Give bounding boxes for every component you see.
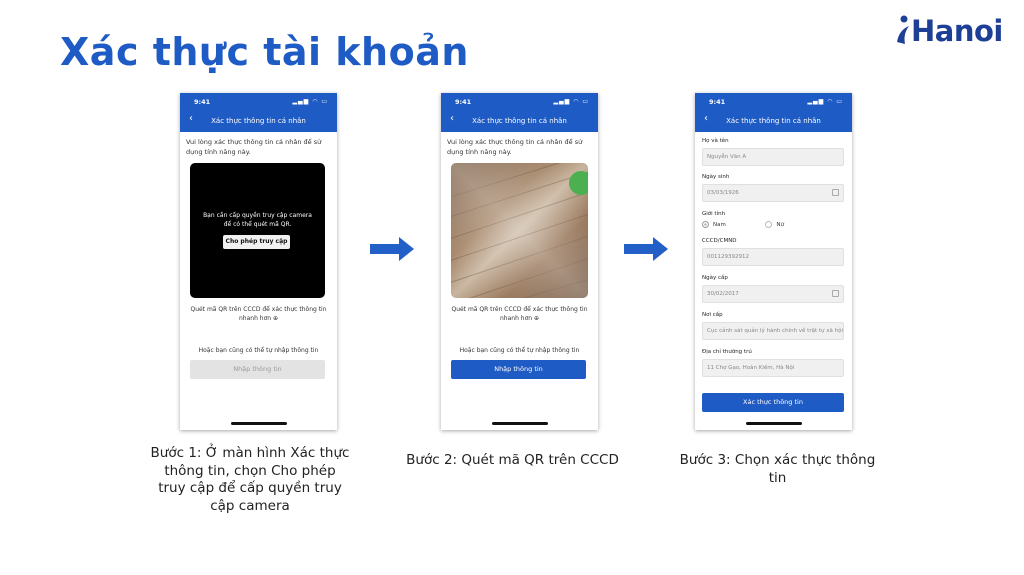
caption-step1: Bước 1: Ở màn hình Xác thực thông tin, chọn Cho phép truy cập để cấp quyền truy cập camera xyxy=(150,445,350,514)
app-header xyxy=(180,93,337,132)
dob-field[interactable] xyxy=(702,184,844,202)
id-label: CCCD/CMND xyxy=(702,238,737,244)
dob-value: 03/03/1926 xyxy=(707,190,739,196)
app-header xyxy=(441,93,598,132)
name-label: Họ và tên xyxy=(702,138,729,144)
page-title: Xác thực tài khoản xyxy=(60,30,469,74)
issue-place-label: Nơi cấp xyxy=(702,312,723,318)
gender-female-radio[interactable] xyxy=(765,221,772,228)
qr-hint: Quét mã QR trên CCCD để xác thực thông tin nhanh hơn ⊕ xyxy=(190,306,327,322)
status-icons: ▂▄▆ ◠ ▭ xyxy=(553,98,589,105)
description: Vui lòng xác thực thông tin cá nhân để sử dụng tính năng này. xyxy=(186,138,322,156)
address-field[interactable]: 11 Chợ Gạo, Hoàn Kiếm, Hà Nội xyxy=(702,359,844,377)
enter-info-button[interactable]: Nhập thông tin xyxy=(451,360,586,379)
allow-access-button[interactable]: Cho phép truy cập xyxy=(223,235,290,249)
back-icon[interactable]: ‹ xyxy=(450,113,454,124)
issue-date-label: Ngày cấp xyxy=(702,275,728,281)
qr-hint: Quét mã QR trên CCCD để xác thực thông tin nhanh hơn ⊕ xyxy=(451,306,588,322)
nav-title: Xác thực thông tin cá nhân xyxy=(211,117,306,125)
camera-scan-view xyxy=(451,163,588,298)
dob-label: Ngày sinh xyxy=(702,174,730,180)
nav-title: Xác thực thông tin cá nhân xyxy=(726,117,821,125)
home-indicator xyxy=(231,422,287,425)
issue-date-value: 30/02/2017 xyxy=(707,291,739,297)
name-field[interactable]: Nguyễn Văn A xyxy=(702,148,844,166)
home-indicator xyxy=(492,422,548,425)
wood-floor-image xyxy=(451,163,588,298)
caption-step2: Bước 2: Quét mã QR trên CCCD xyxy=(406,452,619,468)
caption-step3: Bước 3: Chọn xác thực thông tin xyxy=(679,452,876,486)
verify-info-button[interactable]: Xác thực thông tin xyxy=(702,393,844,412)
calendar-icon[interactable] xyxy=(832,290,839,297)
gender-label: Giới tính xyxy=(702,211,726,217)
status-time: 9:41 xyxy=(194,98,211,106)
issue-place-field[interactable]: Cục cảnh sát quản lý hành chính về trật tự xã hội xyxy=(702,322,844,340)
arrow-right-icon xyxy=(623,236,669,262)
phone-screen-step1 xyxy=(180,93,337,430)
status-icons: ▂▄▆ ◠ ▭ xyxy=(807,98,843,105)
status-time: 9:41 xyxy=(455,98,472,106)
app-header xyxy=(695,93,852,132)
calendar-icon[interactable] xyxy=(832,189,839,196)
gender-radio-group xyxy=(702,221,784,228)
address-label: Địa chỉ thường trú xyxy=(702,349,752,355)
manual-input-hint: Hoặc bạn cũng có thể tự nhập thông tin xyxy=(198,347,319,354)
back-icon[interactable]: ‹ xyxy=(189,113,193,124)
ihanoi-logo xyxy=(895,12,1015,52)
phone-screen-step3 xyxy=(695,93,852,430)
issue-date-field[interactable] xyxy=(702,285,844,303)
back-icon[interactable]: ‹ xyxy=(704,113,708,124)
nav-title: Xác thực thông tin cá nhân xyxy=(472,117,567,125)
camera-preview xyxy=(190,163,325,298)
gender-male-label: Nam xyxy=(713,221,726,228)
status-time: 9:41 xyxy=(709,98,726,106)
gender-female-label: Nữ xyxy=(776,221,784,228)
id-field[interactable]: 001129392912 xyxy=(702,248,844,266)
description: Vui lòng xác thực thông tin cá nhân để sử dụng tính năng này. xyxy=(447,138,583,156)
home-indicator xyxy=(746,422,802,425)
status-icons: ▂▄▆ ◠ ▭ xyxy=(292,98,328,105)
phone-screen-step2 xyxy=(441,93,598,430)
logo-text: Hanoi xyxy=(911,14,1003,48)
enter-info-button[interactable]: Nhập thông tin xyxy=(190,360,325,379)
gender-male-radio[interactable] xyxy=(702,221,709,228)
arrow-right-icon xyxy=(369,236,415,262)
camera-permission-message: Bạn cần cấp quyền truy cập camera để có thể quét mã QR. xyxy=(203,212,312,228)
manual-input-hint: Hoặc bạn cũng có thể tự nhập thông tin xyxy=(459,347,580,354)
